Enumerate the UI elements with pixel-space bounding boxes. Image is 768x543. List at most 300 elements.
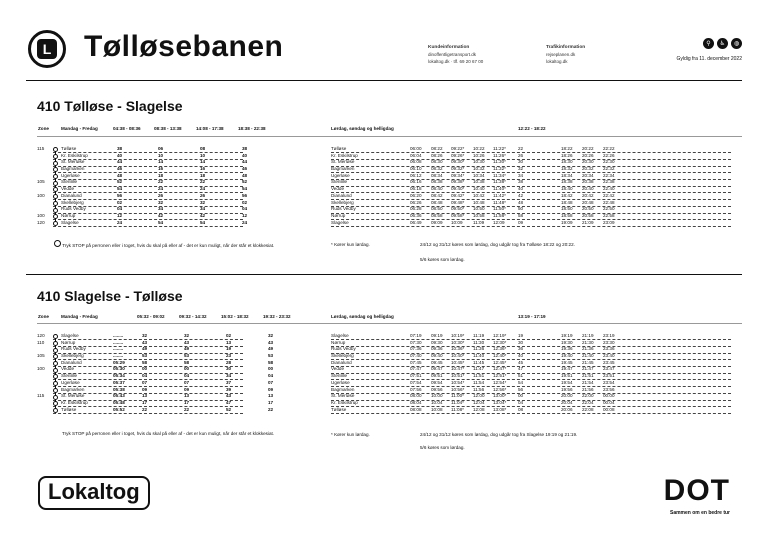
weekend-times-column-cell: 10:22 [473, 146, 485, 151]
weekend-times-column-cell: 11:34* [493, 172, 506, 178]
stop-name-column-cell: Skellebjerg [61, 353, 84, 359]
zone-column-cell [37, 400, 45, 407]
weekend-times-column-cell: 13:08* [493, 406, 507, 412]
weekend-times-column-cell: 11:30 [473, 339, 485, 345]
col-zone-1: Zone [38, 126, 49, 131]
evening-times-column-cell: 22:08 [582, 406, 594, 412]
weekend-times-column-cell: 48 [518, 199, 524, 205]
evening-times-column-cell: 20:30 [582, 159, 594, 165]
evening-times-column-cell: 18:34 [561, 172, 573, 178]
weekday-times-column-cell: ........ [113, 353, 124, 359]
weekday-times-column-cell: 05:29 [113, 359, 125, 365]
lokaltog-logo-icon [28, 30, 66, 68]
weekday-times-column-cell: 05:37 [113, 379, 125, 385]
weekday-times-column-cell: 42 [200, 212, 206, 218]
weekend-stop-name-column-cell: St. Merløse [331, 159, 355, 165]
note-christmas-2: 24/12 og 31/12 køres som lørdag, dog udgår tog fra Slagelse 19:19 og 21:19. [420, 432, 578, 437]
stop-name-column-cell: Tølløse [61, 146, 77, 151]
evening-times-column-cell: 21:19 [582, 333, 594, 338]
weekend-times-column-cell: 10:48 [473, 199, 485, 205]
weekend-times-column-cell: 06:20 [410, 192, 422, 198]
weekday-times-column-cell: 18 [158, 172, 164, 178]
zone-column-cell [37, 360, 45, 367]
evening-times-column-cell: 20:04 [561, 399, 573, 405]
stop-name-column-cell: Dianalund [61, 359, 82, 365]
weekend-times-column-cell: 07:56 [410, 386, 422, 392]
traffic-info-heading: Trafikinformation [546, 45, 586, 50]
weekday-times-column-cell: 52 [226, 406, 232, 412]
weekend-times-column-cell: 11:40 [473, 353, 485, 359]
valid-from: Gyldig fra 11. december 2022 [676, 56, 742, 62]
evening-times-column-cell: 21:30 [582, 339, 594, 345]
evening-times-column-cell: 22:04 [582, 399, 594, 405]
weekend-times-column-cell: 08:50 [431, 206, 443, 212]
weekend-times-column [493, 333, 506, 413]
evening-times-column-cell: 22:00 [582, 393, 594, 399]
weekend-times-column-cell: 11:19 [473, 333, 485, 338]
row-separator [331, 339, 731, 340]
stop-name-column-cell: Vedde [61, 186, 75, 192]
weekend-times-column-cell: 10:40* [451, 353, 465, 359]
weekend-times-column-cell: 08:58 [431, 212, 443, 218]
weekday-times-column [113, 333, 125, 413]
weekday-times-column-cell: 10 [158, 152, 164, 158]
evening-times-column-cell: 20:00 [561, 393, 573, 399]
weekday-times-column-cell: 23 [226, 353, 232, 359]
weekday-times-column-cell: 39 [226, 386, 232, 392]
evening-times-column [561, 333, 573, 413]
weekend-times-column-cell: 54 [518, 379, 524, 385]
weekend-stop-name-column-cell: St. Merløse [331, 393, 355, 399]
weekend-times-column-cell: 12:40* [493, 353, 507, 359]
wd-period-1-3: 14:08 - 17:38 [196, 126, 224, 131]
stop-name-column-cell: Bagmarken [61, 386, 85, 392]
customer-info [428, 43, 483, 65]
weekend-times-column-cell: 30 [518, 339, 524, 345]
stop-name-column-cell: Nørrup [61, 212, 76, 218]
weekend-times-column-cell: 26 [518, 152, 524, 158]
weekday-times-column-cell: 06 [158, 146, 164, 151]
weekend-times-column-cell: 11:40* [493, 186, 506, 192]
weekend-stop-name-column-cell: Vedde [331, 186, 345, 192]
weekend-stop-name-column-cell: Kr. Eskilstrup [331, 399, 358, 405]
weekend-times-column-cell: 12:45* [493, 359, 507, 365]
zone-column-cell: 105 [37, 179, 45, 185]
evening-times-column-cell: 19:45 [561, 359, 573, 365]
weekday-times-column-cell: 04 [142, 373, 148, 379]
row-separator [331, 213, 731, 214]
customer-info-line-1[interactable]: dinoffentligetransport.dk [428, 52, 476, 57]
weekday-times-column-cell: ........ [113, 346, 124, 352]
evening-times-column-cell: 22:34 [603, 172, 615, 178]
weekday-times-column-cell: 49 [142, 346, 148, 352]
weekend-times-column [410, 146, 422, 226]
weekend-stop-name-column-cell: Slagelse [331, 219, 349, 225]
row-separator [331, 386, 731, 387]
zone-column-cell: 115 [37, 393, 45, 399]
evening-times-column-cell: 19:56 [561, 386, 573, 392]
traffic-info-line-2[interactable]: lokaltog.dk [546, 59, 568, 64]
weekend-times-column-cell: 06:36 [410, 212, 422, 218]
weekend-times-column-cell: 10:19* [451, 333, 465, 338]
note-stop-1 [54, 240, 284, 249]
traffic-info [546, 43, 585, 65]
bike-icon: ⚲ [703, 38, 714, 49]
weekday-times-column [158, 146, 163, 226]
weekend-times-column-cell: 10:34 [473, 172, 485, 178]
evening-times-column-cell: 18:32 [561, 166, 573, 172]
weekend-times-column-cell: 08:04 [410, 399, 422, 405]
evening-times-column-cell: 20:42 [582, 192, 594, 198]
weekend-times-column-cell: 10:42 [473, 192, 485, 198]
wd-period-2-1: 05:32 - 09:02 [137, 314, 165, 319]
weekday-times-column-cell: 05:38 [113, 386, 125, 392]
row-separator [331, 413, 731, 414]
weekday-times-column-cell: 19 [226, 346, 232, 352]
weekend-times-column-cell: 10:40 [473, 186, 485, 192]
customer-info-line-2[interactable]: lokaltog.dk · tlf. 69 20 67 00 [428, 59, 484, 64]
evening-times-column [582, 146, 594, 226]
weekday-times-column-cell: 12 [242, 212, 248, 218]
stop-name-column-cell: Vedde [61, 366, 75, 372]
weekend-times-column-cell: 08:22 [431, 146, 443, 151]
weekday-times-column-cell: 53 [268, 353, 274, 359]
weekday-times-column-cell: 48 [242, 172, 248, 178]
weekday-times-column-cell: 24 [158, 186, 164, 192]
evening-times-column-cell: 22:58 [603, 212, 615, 218]
zone-column-cell [37, 186, 45, 193]
dot-tagline: Sammen om en bedre tur [669, 510, 730, 516]
weekend-times-column-cell: 10:36* [451, 346, 465, 352]
zone-column [37, 146, 45, 226]
evening-times-column-cell: 22:48 [603, 199, 615, 205]
weekday-times-column-cell: 30 [226, 366, 232, 372]
weekend-times-column-cell: 09:51 [431, 373, 443, 379]
weekend-times-column-cell: 06:00 [410, 146, 422, 151]
weekday-times-column-cell: 14 [158, 159, 164, 165]
evening-times-column-cell: 21:09 [582, 219, 594, 225]
evening-times-column-cell: 19:51 [561, 373, 573, 379]
weekend-times-column-cell: 00 [518, 393, 524, 399]
zone-column-cell [37, 206, 45, 213]
weekend-times-column [518, 333, 523, 413]
row-separator [331, 400, 731, 401]
stop-name-column-cell: Ugerløse [61, 172, 80, 178]
wd-period-2-2: 09:32 - 14:32 [179, 314, 207, 319]
traffic-info-line-1[interactable]: rejseplanen.dk [546, 52, 576, 57]
zone-column-cell: 110 [37, 339, 45, 345]
evening-times-column-cell: 22:22 [603, 146, 615, 151]
weekend-times-column-cell: 09:54 [431, 379, 443, 385]
weekend-times-column-cell: 09:45 [431, 359, 443, 365]
weekend-times-column-cell: 12:09 [493, 219, 505, 225]
weekday-times-column-cell: 09 [184, 386, 190, 392]
weekend-times-column-cell: 09:40* [451, 186, 465, 192]
weekend-stop-name-column-cell: Skellebjerg [331, 199, 354, 205]
weekend-times-column-cell: 19 [518, 333, 524, 338]
weekday-times-column-cell: 54 [242, 186, 248, 192]
zone-column-cell: 120 [37, 333, 45, 338]
evening-times-column [582, 333, 594, 413]
weekend-times-column-cell: 12:56* [493, 386, 507, 392]
weekend-times-column-cell: 32 [518, 166, 524, 172]
dot-logo: DOT [663, 474, 730, 507]
row-separator [331, 206, 731, 207]
stop-name-column-cell: Stenlille [61, 373, 78, 379]
weekend-times-column-cell: 12:47* [493, 366, 507, 372]
evening-times-column-cell: 18:40 [561, 186, 573, 192]
weekday-times-column-cell: 22 [200, 179, 206, 185]
zone-column-cell: 105 [37, 353, 45, 359]
stop-name-column-cell: Stenlille [61, 179, 78, 185]
weekend-times-column-cell: 47 [518, 366, 524, 372]
evening-times-column-cell: 20:48 [582, 199, 594, 205]
zone-column-cell [37, 380, 45, 387]
weekday-times-column-cell: 40 [117, 152, 123, 158]
weekday-times-column-cell: 28 [226, 359, 232, 365]
evening-times-column-cell: 22:30 [603, 159, 615, 165]
row-separator [331, 226, 731, 227]
weekend-times-column-cell: 12:30* [493, 339, 507, 345]
weekday-times-column-cell: 16 [200, 166, 206, 172]
weekday-times-column [142, 333, 147, 413]
route-title-2: 410 Slagelse - Tølløse [37, 288, 183, 304]
stop-name-column-cell: Kr. Eskilstrup [61, 152, 88, 158]
weekend-stop-name-column-cell: Stenlille [331, 373, 348, 379]
weekend-times-column-cell: 08:40 [431, 186, 443, 192]
zone-column-cell: 100 [37, 366, 45, 372]
evening-times-column-cell: 19:54 [561, 379, 573, 385]
weekday-times-column-cell: 10 [200, 152, 206, 158]
weekday-times-column-cell: 34 [200, 206, 206, 212]
evening-times-column-cell: 23:51 [603, 373, 615, 379]
weekend-times-column-cell: 09:38* [451, 179, 465, 185]
weekday-times-column-cell: 34 [158, 206, 164, 212]
note-stop-2: Tryk STOP på perronen eller i toget, hvis du skal på eller af - det er kun muligt, når der står et klokkesiat. [62, 431, 275, 436]
weekday-times-column-cell: 09 [142, 386, 148, 392]
evening-times-column-cell: 00:04 [603, 399, 615, 405]
weekday-times-column-cell: 07 [268, 379, 274, 385]
weekday-times-column-cell: 32 [142, 333, 148, 338]
page-title: Tølløsebanen [84, 30, 284, 63]
we-label-2: Lørdag, søndag og helligdag [331, 314, 394, 319]
weekday-times-column-cell: 58 [268, 359, 274, 365]
weekday-times-column-cell: 26 [158, 192, 164, 198]
weekend-times-column-cell: 06:04 [410, 152, 422, 158]
weekday-times-column-cell: 52 [242, 179, 248, 185]
weekend-times-column-cell: 06:49 [410, 219, 422, 225]
evening-times-column-cell: 22:42 [603, 192, 615, 198]
evening-times-column-cell: 23:36 [603, 346, 615, 352]
zone-column-cell: 120 [37, 219, 45, 225]
weekend-stop-name-column-cell: Nørrup [331, 212, 346, 218]
weekend-times-column-cell: 09:19 [431, 333, 443, 338]
row-separator [331, 219, 731, 220]
weekend-times-column-cell: 40 [518, 353, 524, 359]
evening-times-column-cell: 19:36 [561, 346, 573, 352]
zone-column-cell [37, 373, 45, 380]
weekday-times-column-cell: 16 [158, 166, 164, 172]
table-header-rule-2 [37, 323, 742, 324]
weekend-times-column-cell: 12:51* [493, 373, 507, 379]
weekend-times-column-cell: 09:32* [451, 166, 465, 172]
zone-column-cell: 100 [37, 212, 45, 218]
stop-name-column [61, 146, 88, 226]
weekday-times-column-cell: 17 [184, 399, 190, 405]
evening-times-column-cell: 20:58 [582, 212, 594, 218]
weekend-times-column-cell: 09:56 [431, 386, 443, 392]
weekday-times-column-cell: 13 [184, 393, 190, 399]
row-separator [331, 393, 731, 394]
weekend-times-column-cell: 11:38* [493, 179, 506, 185]
wd-period-1-1: 04:38 - 08:36 [113, 126, 141, 131]
weekday-times-column-cell: 37 [226, 379, 232, 385]
weekday-times-column-cell: 32 [268, 333, 274, 338]
evening-times-column-cell: 23:54 [603, 379, 615, 385]
weekend-stop-name-column-cell: Ugerløse [331, 379, 350, 385]
weekend-times-column-cell: 06:26 [410, 199, 422, 205]
route-title-1: 410 Tølløse - Slagelse [37, 98, 183, 114]
weekday-times-column-cell: 54 [158, 219, 164, 225]
evening-times-column-cell: 22:38 [603, 179, 615, 185]
evening-times-column-cell: 20:32 [582, 166, 594, 172]
we-label-1: Lørdag, søndag og helligdag [331, 126, 394, 131]
evening-times-column-cell: 23:09 [603, 219, 615, 225]
weekend-stop-name-column-cell: Dianalund [331, 359, 352, 365]
weekday-times-column-cell: 04 [242, 206, 248, 212]
weekend-times-column-cell: 07:54 [410, 379, 422, 385]
weekend-stop-name-column-cell: Tølløse [331, 146, 347, 151]
weekend-times-column-cell: 10:04 [431, 399, 443, 405]
weekend-times-column-cell: 07:45 [410, 359, 422, 365]
weekend-times-column-cell: 30 [518, 159, 524, 165]
weekend-times-column-cell: 08:00 [410, 393, 422, 399]
weekday-times-column-cell: 05:52 [113, 406, 125, 412]
evening-times-column [561, 146, 573, 226]
zone-column [37, 333, 45, 407]
zone-column-cell: 115 [37, 146, 45, 151]
note-star-2: * Kører kun lørdag. [331, 432, 370, 437]
evening-times-column-cell: 21:45 [582, 359, 594, 365]
weekend-times-column-cell: 06:12 [410, 172, 422, 178]
weekend-times-column-cell: 13:00* [493, 393, 507, 399]
weekday-times-column-cell: 24 [117, 219, 123, 225]
evening-times-column-cell: 19:47 [561, 366, 573, 372]
weekday-times-column-cell: 43 [184, 339, 190, 345]
weekday-times-column-cell: 14 [200, 159, 206, 165]
weekend-times-column-cell: 12:19* [493, 333, 507, 338]
weekend-times-column [473, 333, 485, 413]
stop-name-column-cell: St. Merløse [61, 393, 85, 399]
weekday-times-column-cell: 02 [242, 199, 248, 205]
weekday-times-column-cell: 22 [268, 406, 274, 412]
weekend-times-column-cell: 08:26 [431, 152, 443, 158]
row-separator [331, 199, 731, 200]
col-zone-2: Zone [38, 314, 49, 319]
col-weekday-2: Mandag - Fredag [61, 314, 98, 319]
weekend-stop-name-column [331, 146, 358, 226]
weekday-times-column-cell: 53 [142, 353, 148, 359]
evening-times-column-cell: 21:54 [582, 379, 594, 385]
weekend-times-column-cell: 11:58* [493, 212, 506, 218]
table-header-rule-1 [37, 136, 742, 137]
weekend-times-column-cell: 10:56* [451, 386, 465, 392]
row-separator [331, 379, 731, 380]
weekend-times-column-cell: 10:08 [431, 406, 443, 412]
evening-times-column-cell: 19:40 [561, 353, 573, 359]
weekend-times-column-cell: 08 [518, 406, 524, 412]
row-separator [331, 179, 731, 180]
weekday-times-column-cell: 43 [142, 339, 148, 345]
weekend-times-column-cell: 11:48* [493, 199, 506, 205]
weekend-stop-name-column-cell: Bagmarken [331, 166, 355, 172]
wd-period-2-4: 19:32 - 23:32 [263, 314, 291, 319]
weekend-times-column [473, 146, 485, 226]
weekend-times-column-cell: 07:51 [410, 373, 422, 379]
stop-name-column-cell: Tølløse [61, 406, 77, 412]
weekend-times-column-cell: 08:48 [431, 199, 443, 205]
header-divider [26, 80, 742, 81]
zone-column-cell [37, 166, 45, 173]
weekend-times-column-cell: 09:36 [431, 346, 443, 352]
weekday-times-column-cell: 04 [117, 206, 123, 212]
weekday-times-column-cell: 52 [117, 179, 123, 185]
evening-times-column-cell: 20:40 [582, 186, 594, 192]
weekday-times-column-cell: 00 [142, 366, 148, 372]
weekend-stop-name-column-cell: Vedde [331, 366, 345, 372]
weekday-times-column-cell: 32 [158, 199, 164, 205]
weekday-times-column-cell: 46 [242, 166, 248, 172]
evening-times-column-cell: 18:50 [561, 206, 573, 212]
weekend-times-column-cell: 11:09 [473, 219, 485, 225]
evening-times-column-cell: 22:32 [603, 166, 615, 172]
zone-column-cell [37, 159, 45, 166]
evening-times-column-cell: 23:47 [603, 366, 615, 372]
weekday-times-column-cell: 32 [184, 333, 190, 338]
weekday-times-column-cell: 04 [268, 373, 274, 379]
weekday-times-column-cell: 13 [142, 393, 148, 399]
stop-name-column-cell: Bagmarken [61, 166, 85, 172]
weekday-times-column-cell: 40 [242, 152, 248, 158]
weekend-times-column-cell: 11:08* [451, 406, 464, 412]
weekend-times-column-cell: 08:32 [431, 166, 443, 172]
weekend-times-column-cell: 11:30* [493, 159, 506, 165]
weekend-times-column [451, 333, 464, 413]
weekday-times-column-cell: 53 [184, 353, 190, 359]
stop-name-column-cell: Dianalund [61, 192, 82, 198]
weekend-times-column-cell: 34 [518, 172, 524, 178]
weekend-times-column-cell: 50 [518, 206, 524, 212]
weekend-times-column-cell: 10:30 [473, 159, 485, 165]
stop-name-column-cell: Skellebjerg [61, 199, 84, 205]
stop-request-icon [54, 240, 61, 247]
evening-times-column-cell: 21:47 [582, 366, 594, 372]
weekday-times-column-cell: 42 [158, 212, 164, 218]
note-may-2: 5/6 køres som lørdag. [420, 445, 465, 450]
weekend-times-column-cell: 09:22* [451, 146, 465, 151]
evening-times-column-cell: 22:50 [603, 206, 615, 212]
weekend-times-column-cell: 10:54* [451, 379, 465, 385]
stop-name-column-cell: Nørrup [61, 339, 76, 345]
weekday-times-column-cell: 24 [200, 186, 206, 192]
weekend-times-column-cell: 11:54 [473, 379, 485, 385]
weekend-times-column-cell: 10:09 [451, 219, 463, 225]
weekend-times-column-cell: 11:26* [493, 152, 506, 158]
weekend-times-column-cell: 11:42* [493, 192, 506, 198]
weekday-times-column-cell: ........ [113, 333, 124, 338]
evening-times-column-cell: 18:30 [561, 159, 573, 165]
weekend-times-column-cell: 09:42* [451, 192, 465, 198]
